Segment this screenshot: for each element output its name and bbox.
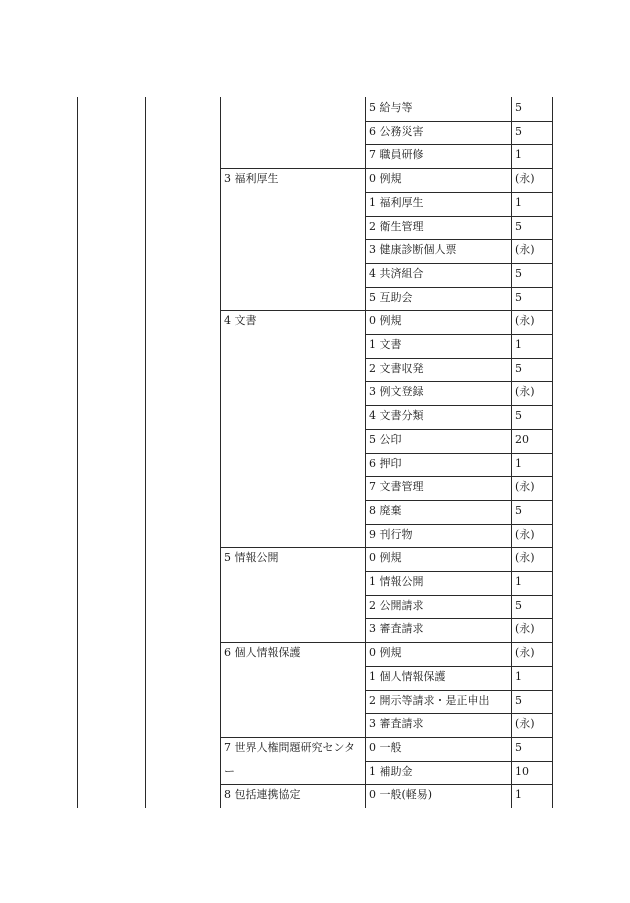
column-rule — [77, 97, 78, 808]
row-rule — [365, 524, 553, 525]
row-rule — [365, 405, 553, 406]
sub-category-cell: 6 公務災害 — [369, 125, 424, 138]
sub-category-cell: 7 職員研修 — [369, 148, 424, 161]
row-rule — [365, 429, 553, 430]
row-rule — [365, 453, 553, 454]
sub-category-cell: 1 情報公開 — [369, 575, 424, 588]
row-rule — [365, 690, 553, 691]
column-rule — [220, 97, 221, 808]
sub-category-cell: 9 刊行物 — [369, 528, 413, 541]
retention-period-cell: 5 — [515, 220, 522, 233]
retention-period-cell: 1 — [515, 788, 522, 801]
sub-category-cell: 1 福利厚生 — [369, 196, 424, 209]
sub-category-cell: 5 互助会 — [369, 291, 413, 304]
row-rule — [365, 121, 553, 122]
retention-period-cell: (永) — [515, 172, 535, 185]
row-rule — [220, 784, 553, 785]
retention-period-cell: (永) — [515, 551, 535, 564]
sub-category-cell: 2 公開請求 — [369, 599, 424, 612]
sub-category-cell: 1 文書 — [369, 338, 402, 351]
retention-period-cell: 1 — [515, 148, 522, 161]
sub-category-cell: 2 文書収発 — [369, 362, 424, 375]
row-rule — [365, 713, 553, 714]
row-rule — [220, 310, 553, 311]
retention-period-cell: (永) — [515, 622, 535, 635]
retention-period-cell: (永) — [515, 717, 535, 730]
retention-period-cell: (永) — [515, 480, 535, 493]
sub-category-cell: 4 共済組合 — [369, 267, 424, 280]
retention-period-cell: (永) — [515, 385, 535, 398]
retention-period-cell: 5 — [515, 291, 522, 304]
row-rule — [220, 168, 553, 169]
sub-category-cell: 5 公印 — [369, 433, 402, 446]
retention-period-cell: 5 — [515, 267, 522, 280]
sub-category-cell: 0 例規 — [369, 172, 402, 185]
sub-category-cell: 0 一般(軽易) — [369, 788, 433, 801]
row-rule — [365, 358, 553, 359]
row-rule — [365, 666, 553, 667]
major-category-cell: 7 世界人権問題研究センタ — [224, 741, 356, 754]
retention-period-cell: (永) — [515, 646, 535, 659]
row-rule — [365, 334, 553, 335]
retention-period-cell: 1 — [515, 457, 522, 470]
retention-period-cell: 1 — [515, 338, 522, 351]
sub-category-cell: 3 審査請求 — [369, 622, 424, 635]
row-rule — [365, 144, 553, 145]
column-rule — [145, 97, 146, 808]
row-rule — [365, 287, 553, 288]
row-rule — [365, 595, 553, 596]
sub-category-cell: 3 健康診断個人票 — [369, 243, 457, 256]
retention-period-cell: (永) — [515, 243, 535, 256]
retention-period-cell: 1 — [515, 196, 522, 209]
retention-period-cell: 1 — [515, 575, 522, 588]
row-rule — [220, 547, 553, 548]
retention-period-cell: 5 — [515, 741, 522, 754]
row-rule — [365, 571, 553, 572]
retention-period-cell: 5 — [515, 101, 522, 114]
retention-period-cell: 5 — [515, 694, 522, 707]
retention-period-cell: (永) — [515, 528, 535, 541]
row-rule — [220, 737, 553, 738]
row-rule — [220, 642, 553, 643]
row-rule — [365, 239, 553, 240]
row-rule — [365, 761, 553, 762]
sub-category-cell: 2 衛生管理 — [369, 220, 424, 233]
sub-category-cell: 6 押印 — [369, 457, 402, 470]
retention-period-cell: 5 — [515, 504, 522, 517]
sub-category-cell: 2 開示等請求・是正申出 — [369, 694, 490, 707]
sub-category-cell: 8 廃棄 — [369, 504, 402, 517]
sub-category-cell: 5 給与等 — [369, 101, 413, 114]
retention-period-cell: (永) — [515, 314, 535, 327]
sub-category-cell: 3 例文登録 — [369, 385, 424, 398]
major-category-cell: ー — [224, 765, 235, 778]
row-rule — [365, 500, 553, 501]
retention-period-cell: 1 — [515, 670, 522, 683]
major-category-cell: 5 情報公開 — [224, 551, 279, 564]
major-category-cell: 4 文書 — [224, 314, 257, 327]
row-rule — [365, 618, 553, 619]
retention-period-cell: 5 — [515, 409, 522, 422]
row-rule — [365, 192, 553, 193]
retention-period-cell: 10 — [515, 765, 529, 778]
major-category-cell: 6 個人情報保護 — [224, 646, 301, 659]
retention-period-cell: 5 — [515, 125, 522, 138]
sub-category-cell: 0 一般 — [369, 741, 402, 754]
row-rule — [365, 476, 553, 477]
retention-period-cell: 5 — [515, 599, 522, 612]
row-rule — [365, 263, 553, 264]
major-category-cell: 3 福利厚生 — [224, 172, 279, 185]
sub-category-cell: 1 補助金 — [369, 765, 413, 778]
sub-category-cell: 1 個人情報保護 — [369, 670, 446, 683]
retention-period-cell: 20 — [515, 433, 529, 446]
sub-category-cell: 7 文書管理 — [369, 480, 424, 493]
sub-category-cell: 3 審査請求 — [369, 717, 424, 730]
sub-category-cell: 0 例規 — [369, 646, 402, 659]
sub-category-cell: 0 例規 — [369, 314, 402, 327]
retention-period-cell: 5 — [515, 362, 522, 375]
sub-category-cell: 0 例規 — [369, 551, 402, 564]
row-rule — [365, 381, 553, 382]
sub-category-cell: 4 文書分類 — [369, 409, 424, 422]
major-category-cell: 8 包括連携協定 — [224, 788, 301, 801]
row-rule — [365, 216, 553, 217]
